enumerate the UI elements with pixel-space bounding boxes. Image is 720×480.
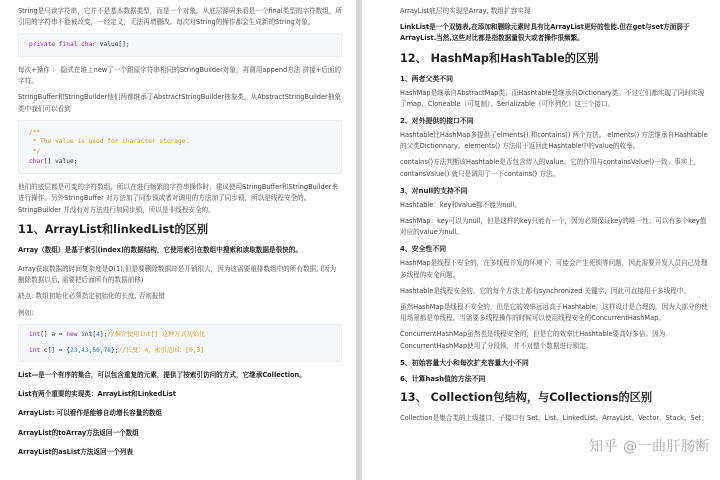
arraylist-aslist-bold: ArrayList的asList方法返回一个列表 [18, 447, 133, 456]
code-text: [] value; [43, 157, 78, 165]
left-page [0, 0, 356, 480]
code-text: value[]; [96, 41, 130, 49]
array-complexity-paragraph: Array获取数据的时间复杂度是O(1),但是要删除数据却是开销很大，因为这需要重排数组中的所有数据, (因为删除数据以后, 需要把后面所有的数据前移) [18, 265, 337, 285]
subheading-parent-class: 1、两者父类不同 [400, 74, 454, 83]
code-block-array-init [18, 324, 342, 362]
section-heading-11: 11、ArrayList和linkedList的区别 [18, 222, 209, 236]
interfaces-paragraph: Hashtable比HashMap多提供了elments() 和contains() 两个方法。 elments() 方法继承自Hashtable的父类Dictionnary。elements() 方法用于返回此Hashtable中的value的枚举。 [400, 131, 708, 151]
collection-paragraph: Collection是集合类的上级接口，子接口有 Set、List、LinkedList、ArrayList、Vector、Stack、Set； [400, 413, 708, 422]
code-type: int [29, 347, 41, 355]
code-type: char [81, 41, 97, 49]
right-page [362, 0, 720, 480]
list-definition-bold: List—是一个有序的集合，可以包含重复的元素，提供了按索引访问的方式，它继承Collection。 [18, 371, 306, 379]
code-comment: //长度：4，索引范围：[0,3] [118, 347, 204, 355]
array-definition-bold: Array（数组）是基于索引(index)的数据结构，它使用索引在数组中搜索和读取数据是很快的。 [18, 245, 302, 254]
hashmap-null-paragraph: HashMap：key可以为null，但是这样的key只能有一个，因为必须保证key的唯一性；可以有多个key值对应的value为null。 [400, 217, 707, 237]
code-number: 23,43,56,78 [70, 347, 111, 355]
code-number: 4 [96, 330, 100, 338]
example-label: 例如: [18, 308, 34, 317]
subheading-safety: 4、安全性不同 [400, 245, 447, 254]
code-comment: //推介使用int[] 这种方式初始化 [107, 330, 206, 338]
code-text: ]; [99, 330, 108, 338]
arraylist-impl-paragraph: ArrayList底层的实现是Array, 数组扩容实现 [400, 7, 531, 15]
code-text: }; [110, 347, 119, 355]
code-block-char-value [18, 33, 342, 57]
code-type: int [29, 330, 41, 338]
code-text: c[] = { [40, 347, 70, 355]
subheading-capacity: 5、初始容量大小和每次扩充容量大小不同 [400, 358, 529, 367]
zhihu-watermark: 知乎 @一曲肝肠断 [589, 439, 710, 455]
plus-operation-paragraph: 每次+操作 ： 隐式在堆上new了一个跟原字符串相同的StringBuilder对象，再调用append方法 拼接+后面的字符。 [18, 66, 341, 86]
contains-paragraph: contains()方法判断该Hashtable是否包含传入的value。它的作用与containsValue()一致。事实上，contansValue() 就只是调用了一下contains() 方法。 [400, 158, 701, 178]
subheading-hash: 6、计算hash值的方法不同 [400, 374, 486, 383]
code-comment: * The value is used for character storage. [29, 138, 190, 146]
section-heading-13: 13、 Collection包结构，与Collections的区别 [400, 390, 653, 404]
hashmap-unsafe-paragraph: HashMap是线程不安全的，在多线程并发的环境下，可能会产生死锁等问题，因此需要开发人员自己处理多线程的安全问题。 [400, 259, 708, 279]
array-drawback-paragraph: 缺点: 数组初始化必须指定初始化的长度, 否则报错 [18, 292, 165, 301]
arraylist-growable-bold: ArrayList: 可以看作是能够自动增长容量的数组 [18, 409, 163, 418]
code-comment: /** [29, 128, 41, 136]
list-implementations-bold: List有两个重要的实现类：ArrayList和LinkedList [18, 390, 176, 399]
subheading-null-support: 3、对null的支持不同 [400, 186, 468, 195]
code-text: int[ [77, 330, 97, 338]
hashtable-safe-paragraph: Hashtable是线程安全的，它的每个方法上都有synchronized 关键字，因此可直接用于多线程中。 [400, 286, 691, 295]
stringbuffer-paragraph: StringBuffer和StringBuilder他们两都继承了AbstractStringBuilder抽象类，从AbstractStringBuilder抽象类中我们可以看到 [18, 93, 341, 113]
efficiency-paragraph: 虽然HashMap是线程不安全的，但是它的效率远远高于Hashtable，这样设计是合理的，因为大部分的使用场景都是单线程。当需要多线程操作的时候可以使用线程安全的ConcurrentHashMap。 [400, 303, 708, 323]
code-type: char [29, 157, 44, 165]
hashtable-null-paragraph: Hashtable：key和value都不能为null。 [400, 200, 522, 209]
code-keyword: private final [29, 41, 78, 49]
concurrenthashmap-paragraph: ConcurrentHashMap虽然也是线程安全的，但是它的效率比Hashtable要高好多倍。因为ConcurrentHashMap使用了分段锁，并不对整个数据进行锁定。 [400, 330, 666, 350]
arraylist-toarray-bold: ArrayList的toArray方法返回一个数组 [18, 428, 139, 437]
subheading-interfaces: 2、对外提供的接口不同 [400, 117, 474, 126]
section-heading-12: 12、 HashMap和HashTable的区别 [400, 51, 599, 65]
string-intro-paragraph: String是只读字符串，它并不是基本数据类型，而是一个对象。从底层源码来看是一个final类型的字符数组，所引用的字符串不能被改变，一经定义，无法再增删改。每次对String的操作都会生成新的String对象。 [18, 7, 343, 27]
code-comment: */ [29, 148, 41, 155]
code-text: [] a = [40, 330, 67, 338]
code-block-abstract-builder [18, 120, 342, 174]
mutable-array-paragraph: 他们的底层都是可变的字符数组，所以在进行频繁的字符串操作时，建议使用StringBuffer和StringBuilder来进行操作。另外StringBuffer 对方法加了同步锁或者对调用的方法加了同步锁，所以是线程安全的。StringBuilder 并没有对方法进行加同步锁，所以是非线程安全的。 [18, 183, 339, 214]
code-keyword: new [66, 330, 78, 338]
linkedlist-bold: LinkList是一个双链表,在添加和删除元素时具有比ArrayList更好的性能.但在get与set方面弱于ArrayList.当然,这些对比都是指数据量很大或者操作很频繁。 [400, 23, 690, 43]
parent-class-paragraph: HashMap是继承自AbstractMap类，而Hashtable是继承自Dictionary类。不过它们都实现了同时实现了map、Cloneable（可复制）、Serializable（可序列化）这三个接口。 [400, 88, 705, 108]
